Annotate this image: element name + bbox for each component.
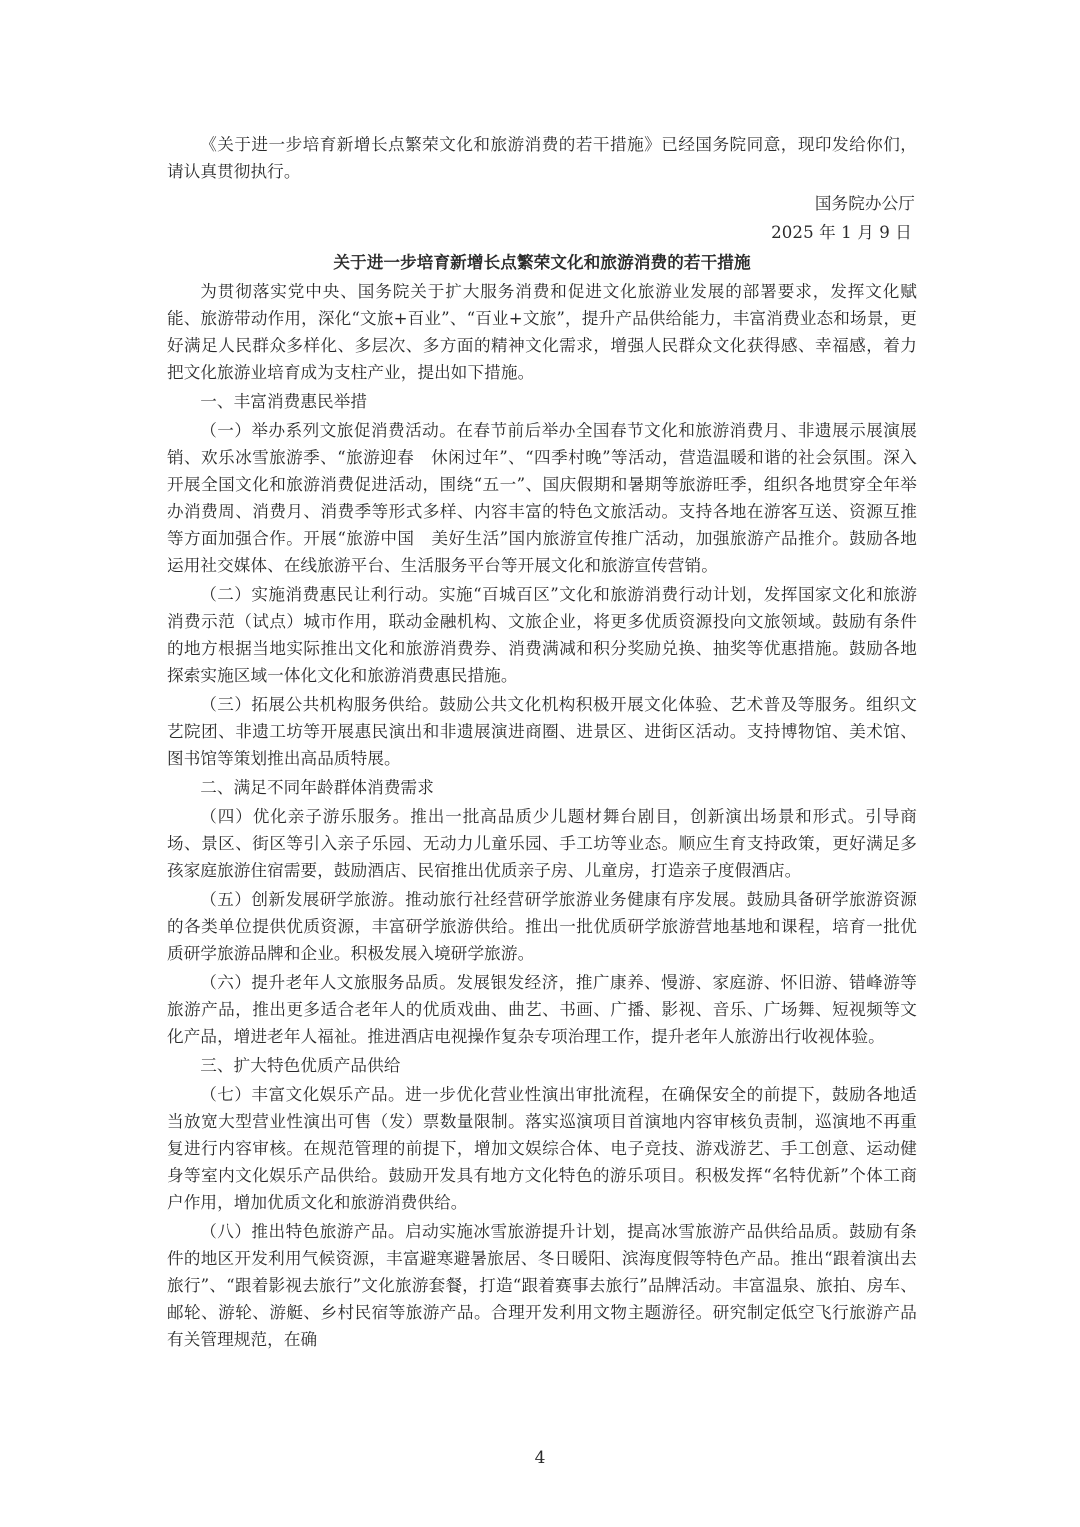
signature-date: 2025 年 1 月 9 日 (771, 223, 912, 242)
notice-intro: 《关于进一步培育新增长点繁荣文化和旅游消费的若干措施》已经国务院同意，现印发给你们，请认真贯彻执行。 (167, 135, 917, 181)
section-heading-2: 二、满足不同年龄群体消费需求 (200, 778, 434, 797)
measure-item-5: （五）创新发展研学旅游。推动旅行社经营研学旅游业务健康有序发展。鼓励具备研学旅游资源的各类单位提供优质资源，丰富研学旅游供给。推出一批优质研学旅游营地基地和课程，培育一批优质研学旅游品牌和企业。积极发展入境研学旅游。 (167, 890, 917, 963)
preamble-paragraph: 为贯彻落实党中央、国务院关于扩大服务消费和促进文化旅游业发展的部署要求，发挥文化赋能、旅游带动作用，深化“文旅+百业”、“百业+文旅”，提升产品供给能力，丰富消费业态和场景，更好满足人民群众多样化、多层次、多方面的精神文化需求，增强人民群众文化获得感、幸福感，着力把文化旅游业培育成为支柱产业，提出如下措施。 (167, 282, 917, 382)
measure-item-4: （四）优化亲子游乐服务。推出一批高品质少儿题材舞台剧目，创新演出场景和形式。引导商场、景区、街区等引入亲子乐园、无动力儿童乐园、手工坊等业态。顺应生育支持政策，更好满足多孩家庭旅游住宿需要，鼓励酒店、民宿推出优质亲子房、儿童房，打造亲子度假酒店。 (167, 807, 917, 880)
measure-item-8: （八）推出特色旅游产品。启动实施冰雪旅游提升计划，提高冰雪旅游产品供给品质。鼓励有条件的地区开发利用气候资源，丰富避寒避暑旅居、冬日暖阳、滨海度假等特色产品。推出“跟着演出去旅行”、“跟着影视去旅行”文化旅游套餐，打造“跟着赛事去旅行”品牌活动。丰富温泉、旅拍、房车、邮轮、游轮、游艇、乡村民宿等旅游产品。合理开发利用文物主题游径。研究制定低空飞行旅游产品有关管理规范，在确 (167, 1222, 917, 1349)
section-heading-1: 一、丰富消费惠民举措 (200, 392, 368, 411)
measure-item-2: （二）实施消费惠民让利行动。实施“百城百区”文化和旅游消费行动计划，发挥国家文化和旅游消费示范（试点）城市作用，联动金融机构、文旅企业，将更多优质资源投向文旅领域。鼓励有条件的地方根据当地实际推出文化和旅游消费券、消费满减和积分奖励兑换、抽奖等优惠措施。鼓励各地探索实施区域一体化文化和旅游消费惠民措施。 (167, 585, 917, 685)
signature-org: 国务院办公厅 (814, 194, 915, 213)
page-number: 4 (534, 1448, 546, 1468)
measure-item-3: （三）拓展公共机构服务供给。鼓励公共文化机构积极开展文化体验、艺术普及等服务。组织文艺院团、非遗工坊等开展惠民演出和非遗展演进商圈、进景区、进街区活动。支持博物馆、美术馆、图书馆等策划推出高品质特展。 (167, 695, 917, 768)
document-body (167, 131, 917, 1353)
measure-item-6: （六）提升老年人文旅服务品质。发展银发经济，推广康养、慢游、家庭游、怀旧游、错峰游等旅游产品，推出更多适合老年人的优质戏曲、曲艺、书画、广播、影视、音乐、广场舞、短视频等文化产品，增进老年人福祉。推进酒店电视操作复杂专项治理工作，提升老年人旅游出行收视体验。 (167, 973, 917, 1046)
document-title: 关于进一步培育新增长点繁荣文化和旅游消费的若干措施 (333, 252, 751, 272)
section-heading-3: 三、扩大特色优质产品供给 (200, 1056, 401, 1075)
measure-item-1: （一）举办系列文旅促消费活动。在春节前后举办全国春节文化和旅游消费月、非遗展示展演展销、欢乐冰雪旅游季、“旅游迎春 休闲过年”、“四季村晚”等活动，营造温暖和谐的社会氛围。深入开展全国文化和旅游消费促进活动，围绕“五一”、国庆假期和暑期等旅游旺季，组织各地贯穿全年举办消费周、消费月、消费季等形式多样、内容丰富的特色文旅活动。支持各地在游客互送、资源互推等方面加强合作。开展“旅游中国 美好生活”国内旅游宣传推广活动，加强旅游产品推介。鼓励各地运用社交媒体、在线旅游平台、生活服务平台等开展文化和旅游宣传营销。 (167, 421, 917, 575)
measure-item-7: （七）丰富文化娱乐产品。进一步优化营业性演出审批流程，在确保安全的前提下，鼓励各地适当放宽大型营业性演出可售（发）票数量限制。落实巡演项目首演地内容审核负责制，巡演地不再重复进行内容审核。在规范管理的前提下，增加文娱综合体、电子竞技、游戏游艺、手工创意、运动健身等室内文化娱乐产品供给。鼓励开发具有地方文化特色的游乐项目。积极发挥“名特优新”个体工商户作用，增加优质文化和旅游消费供给。 (167, 1085, 917, 1212)
